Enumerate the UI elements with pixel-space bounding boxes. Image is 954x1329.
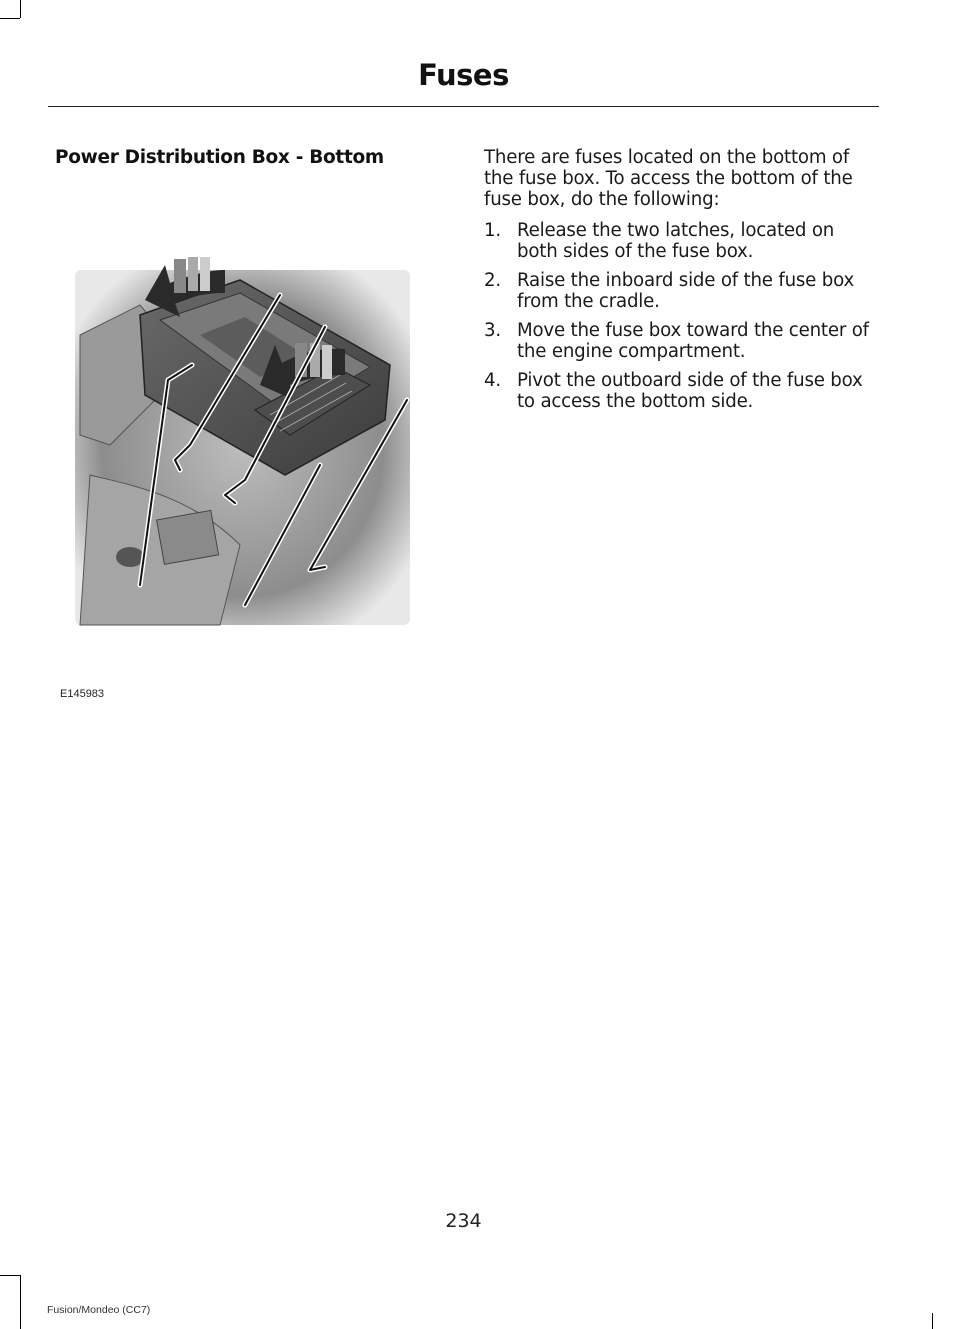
figure-code: E145983: [60, 688, 105, 700]
step-number: 3.: [484, 320, 501, 341]
list-item: [484, 270, 878, 312]
crop-mark: [20, 1275, 21, 1329]
crop-mark: [0, 18, 20, 19]
crop-mark: [0, 1275, 20, 1276]
intro-paragraph: There are fuses located on the bottom of the fuse box. To access the bottom of the fuse box, do the following:: [484, 147, 853, 210]
section-heading: Power Distribution Box - Bottom: [55, 147, 384, 168]
step-text: Pivot the outboard side of the fuse box to access the bottom side.: [517, 370, 863, 412]
fuse-box-illustration: [70, 245, 415, 630]
title-divider: [48, 106, 879, 107]
crop-mark: [20, 0, 21, 18]
step-text: Raise the inboard side of the fuse box from the cradle.: [517, 270, 855, 312]
step-number: 4.: [484, 370, 501, 391]
page-number: 234: [445, 1210, 482, 1232]
footer-model: Fusion/Mondeo (CC7): [47, 1304, 151, 1316]
steps-list: [484, 220, 878, 420]
step-text: Move the fuse box toward the center of the engine compartment.: [517, 320, 869, 362]
step-number: 2.: [484, 270, 501, 291]
list-item: [484, 370, 878, 412]
step-text: Release the two latches, located on both sides of the fuse box.: [517, 220, 835, 262]
list-item: [484, 220, 878, 262]
page-title: Fuses: [418, 58, 509, 92]
step-number: 1.: [484, 220, 501, 241]
list-item: [484, 320, 878, 362]
crop-mark: [932, 1313, 933, 1329]
